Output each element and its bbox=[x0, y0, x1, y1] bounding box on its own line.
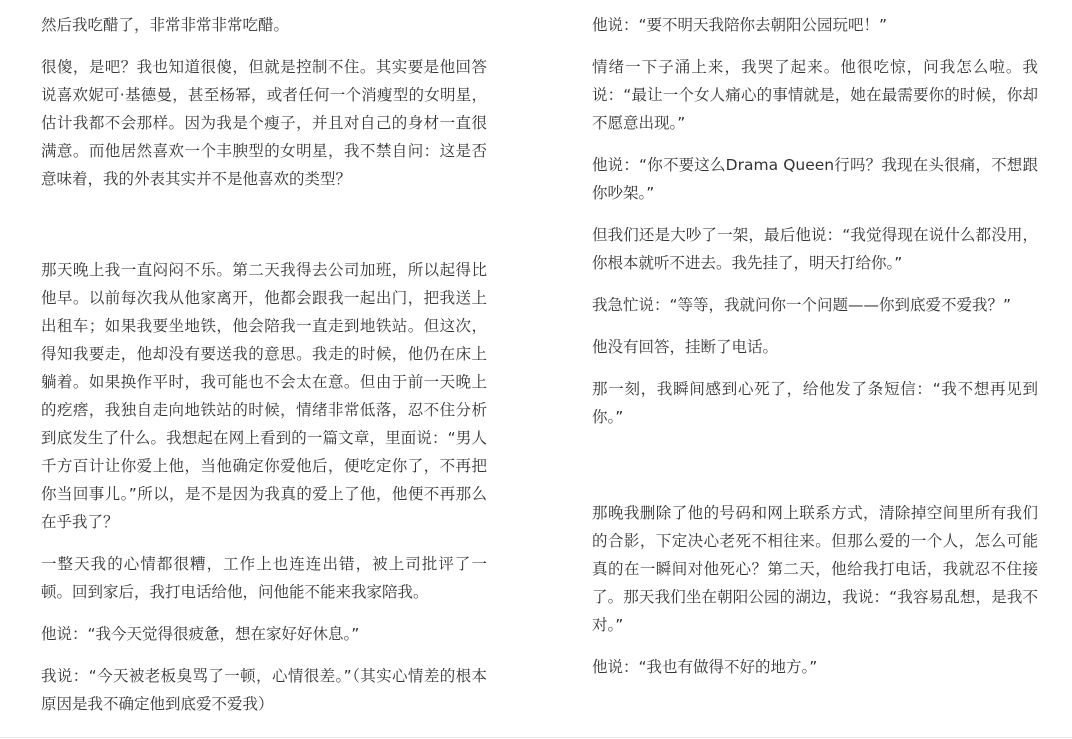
right-text-column bbox=[592, 11, 1038, 718]
paragraph: 我说：“今天被老板臭骂了一顿，心情很差。”（其实心情差的根本原因是我不确定他到底爱不爱我） bbox=[41, 667, 487, 713]
bottom-divider bbox=[0, 737, 1072, 738]
left-text-column bbox=[41, 11, 487, 718]
paragraph: 然后我吃醋了，非常非常非常吃醋。 bbox=[41, 16, 290, 34]
paragraph-spacer bbox=[592, 445, 1038, 499]
paragraph: 他说：“我也有做得不好的地方。” bbox=[592, 658, 818, 676]
paragraph: 情绪一下子涌上来，我哭了起来。他很吃惊，问我怎么啦。我说：“最让一个女人痛心的事情就是，她在最需要你的时候，你却不愿意出现。” bbox=[592, 58, 1038, 132]
paragraph: 他没有回答，挂断了电话。 bbox=[592, 338, 779, 356]
paragraph: 但我们还是大吵了一架，最后他说：“我觉得现在说什么都没用，你根本就听不进去。我先挂了，明天打给你。” bbox=[592, 226, 1038, 272]
paragraph: 他说：“你不要这么Drama Queen行吗？我现在头很痛，不想跟你吵架。” bbox=[592, 156, 1038, 202]
paragraph-spacer bbox=[41, 207, 487, 256]
paragraph: 他说：“我今天觉得很疲惫，想在家好好休息。” bbox=[41, 625, 360, 643]
paragraph: 一整天我的心情都很糟，工作上也连连出错，被上司批评了一顿。回到家后，我打电话给他，问他能不能来我家陪我。 bbox=[41, 555, 487, 601]
paragraph: 我急忙说：“等等，我就问你一个问题——你到底爱不爱我？” bbox=[592, 296, 1012, 314]
paragraph: 很傻，是吧？我也知道很傻，但就是控制不住。其实要是他回答说喜欢妮可·基德曼，甚至杨幂，或者任何一个消瘦型的女明星，估计我都不会那样。因为我是个瘦子，并且对自己的身材一直很满意。而他居然喜欢一个丰腴型的女明星，我不禁自问：这是否意味着，我的外表其实并不是他喜欢的类型？ bbox=[41, 58, 487, 188]
paragraph: 那天晚上我一直闷闷不乐。第二天我得去公司加班，所以起得比他早。以前每次我从他家离开，他都会跟我一起出门，把我送上出租车；如果我要坐地铁，他会陪我一直走到地铁站。但这次，得知我要走，他却没有要送我的意思。我走的时候，他仍在床上躺着。如果换作平时，我可能也不会太在意。但由于前一天晚上的疙瘩，我独自走向地铁站的时候，情绪非常低落，忍不住分析到底发生了什么。我想起在网上看到的一篇文章，里面说：“男人千方百计让你爱上他，当他确定你爱他后，便吃定你了，不再把你当回事儿。”所以，是不是因为我真的爱上了他，他便不再那么在乎我了？ bbox=[41, 261, 487, 531]
paragraph: 那一刻，我瞬间感到心死了，给他发了条短信：“我不想再见到你。” bbox=[592, 380, 1038, 426]
paragraph: 那晚我删除了他的号码和网上联系方式，清除掉空间里所有我们的合影，下定决心老死不相往来。但那么爱的一个人，怎么可能真的在一瞬间对他死心？第二天，他给我打电话，我就忍不住接了。那天我们坐在朝阳公园的湖边，我说：“我容易乱想，是我不对。” bbox=[592, 504, 1038, 634]
paragraph: 他说：“要不明天我陪你去朝阳公园玩吧！” bbox=[592, 16, 888, 34]
